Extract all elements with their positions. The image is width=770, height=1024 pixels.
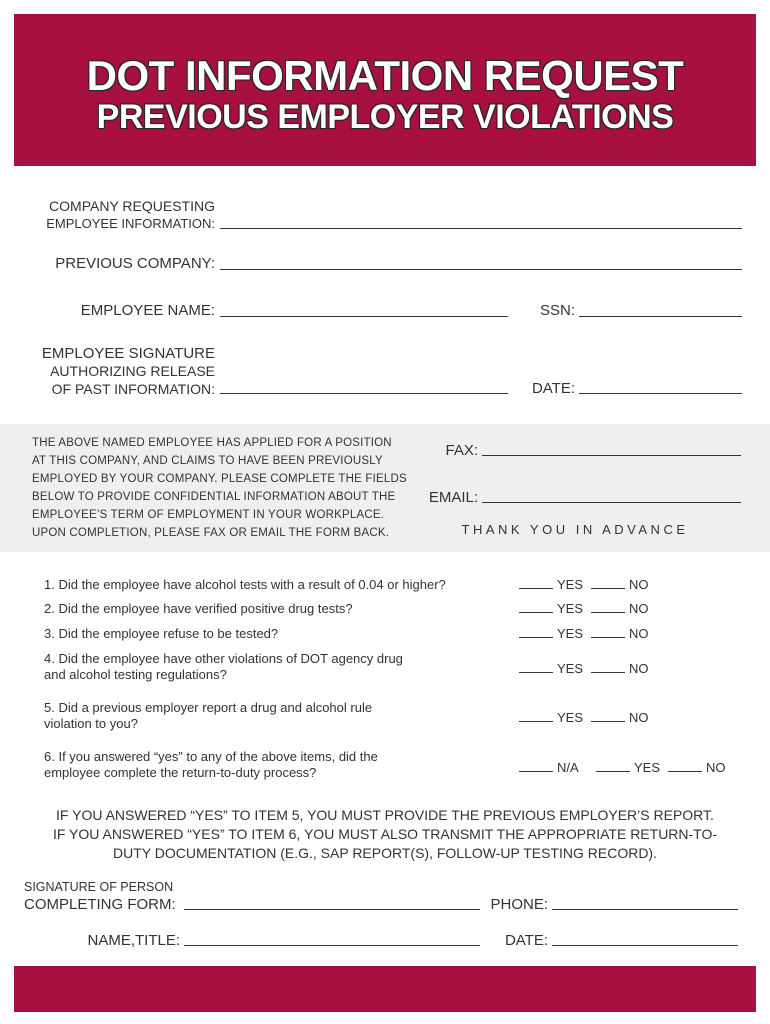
form-title: DOT INFORMATION REQUEST: [86, 52, 684, 99]
name-title-field[interactable]: [184, 945, 480, 946]
answer-no-1[interactable]: [591, 577, 649, 592]
answer-yes-4[interactable]: [519, 661, 583, 676]
answer-no-3[interactable]: [591, 626, 649, 641]
info-text-line: EMPLOYED BY YOUR COMPANY. PLEASE COMPLETE THE FIELDS: [32, 473, 407, 485]
question-6: [44, 749, 378, 781]
answer-no-6[interactable]: [668, 760, 726, 775]
past-information-label: OF PAST INFORMATION:: [51, 381, 215, 397]
question-text: employee complete the return-to-duty process?: [44, 765, 317, 780]
answer-label: YES: [557, 661, 584, 676]
info-text: [32, 434, 422, 542]
ssn-label: SSN:: [539, 302, 575, 319]
date-field[interactable]: [579, 393, 742, 394]
answer-label: YES: [557, 710, 584, 725]
date-label: DATE:: [531, 380, 575, 397]
instructions: [20, 806, 750, 863]
signature-field[interactable]: [184, 909, 480, 910]
answer-yes-5[interactable]: [519, 710, 583, 725]
question-3: [44, 626, 278, 642]
answer-label: NO: [629, 710, 649, 725]
completing-form-label: COMPLETING FORM:: [24, 896, 176, 913]
answer-no-4[interactable]: [591, 661, 649, 676]
answer-label: N/A: [557, 760, 579, 775]
previous-company-label: PREVIOUS COMPANY:: [55, 255, 215, 272]
fax-field[interactable]: [482, 455, 741, 456]
info-text-line: AT THIS COMPANY, AND CLAIMS TO HAVE BEEN PREVIOUSLY: [32, 455, 383, 467]
instruction-line: IF YOU ANSWERED “YES” TO ITEM 5, YOU MUST PROVIDE THE PREVIOUS EMPLOYER’S REPORT.: [56, 807, 714, 823]
employee-name-field[interactable]: [220, 316, 508, 317]
question-text: and alcohol testing regulations?: [44, 667, 227, 682]
question-text: 1. Did the employee have alcohol tests with a result of 0.04 or higher?: [44, 577, 446, 592]
answer-yes-3[interactable]: [519, 626, 583, 641]
form-subtitle: PREVIOUS EMPLOYER VIOLATIONS: [96, 98, 674, 136]
authorizing-release-label: AUTHORIZING RELEASE: [50, 363, 215, 379]
company-requesting-label: COMPANY REQUESTING: [49, 198, 215, 214]
ssn-field[interactable]: [579, 316, 742, 317]
question-text: 4. Did the employee have other violations of DOT agency drug: [44, 651, 403, 666]
phone-field[interactable]: [552, 909, 738, 910]
info-text-line: UPON COMPLETION, PLEASE FAX OR EMAIL THE FORM BACK.: [32, 527, 390, 539]
instruction-line: DUTY DOCUMENTATION (E.G., SAP REPORT(S), FOLLOW-UP TESTING RECORD).: [113, 845, 657, 861]
question-text: violation to you?: [44, 716, 138, 731]
signature-person-label: SIGNATURE OF PERSON: [24, 880, 174, 894]
instruction-line: IF YOU ANSWERED “YES” TO ITEM 6, YOU MUST ALSO TRANSMIT THE APPROPRIATE RETURN-TO-: [52, 826, 718, 842]
company-requesting-field[interactable]: [220, 228, 742, 229]
footer-bar: [14, 966, 756, 1012]
phone-label: PHONE:: [490, 896, 548, 913]
question-text: 2. Did the employee have verified positive drug tests?: [44, 601, 353, 616]
answer-label: NO: [629, 601, 649, 616]
answer-label: YES: [557, 626, 584, 641]
answer-yes-1[interactable]: [519, 577, 583, 592]
email-field[interactable]: [482, 502, 741, 503]
signoff-date-field[interactable]: [552, 945, 738, 946]
answer-no-2[interactable]: [591, 601, 649, 616]
fax-label: FAX:: [445, 442, 478, 459]
question-text: 6. If you answered “yes” to any of the above items, did the: [44, 749, 378, 764]
answer-yes-2[interactable]: [519, 601, 583, 616]
answer-no-5[interactable]: [591, 710, 649, 725]
question-text: 5. Did a previous employer report a drug and alcohol rule: [44, 700, 373, 715]
employee-signature-label: EMPLOYEE SIGNATURE: [41, 345, 215, 362]
question-text: 3. Did the employee refuse to be tested?: [44, 626, 279, 641]
answer-label: NO: [706, 760, 726, 775]
previous-company-field[interactable]: [220, 269, 742, 270]
answer-label: NO: [629, 577, 649, 592]
info-text-line: THE ABOVE NAMED EMPLOYEE HAS APPLIED FOR A POSITION: [32, 437, 392, 449]
employee-signature-field[interactable]: [220, 393, 508, 394]
header-banner: [14, 14, 756, 166]
answer-label: NO: [629, 661, 649, 676]
email-label: EMAIL:: [428, 489, 478, 506]
question-4: [44, 651, 403, 683]
answer-label: NO: [629, 626, 649, 641]
signoff-date-label: DATE:: [504, 932, 548, 949]
question-1: [44, 577, 446, 593]
answer-yes-6[interactable]: [596, 760, 660, 775]
employee-name-label: EMPLOYEE NAME:: [80, 302, 215, 319]
employee-information-label: EMPLOYEE INFORMATION:: [46, 216, 215, 231]
answer-label: YES: [557, 601, 584, 616]
question-5: [44, 700, 372, 732]
info-text-line: EMPLOYEE’S TERM OF EMPLOYMENT IN YOUR WORKPLACE.: [32, 509, 385, 521]
thank-you-text: THANK YOU IN ADVANCE: [461, 522, 689, 537]
answer-na-6[interactable]: [519, 760, 579, 775]
info-text-line: BELOW TO PROVIDE CONFIDENTIAL INFORMATION ABOUT THE: [32, 491, 396, 503]
name-title-label: NAME,TITLE:: [87, 932, 180, 949]
answer-label: YES: [634, 760, 661, 775]
answer-label: YES: [557, 577, 584, 592]
question-2: [44, 601, 353, 617]
